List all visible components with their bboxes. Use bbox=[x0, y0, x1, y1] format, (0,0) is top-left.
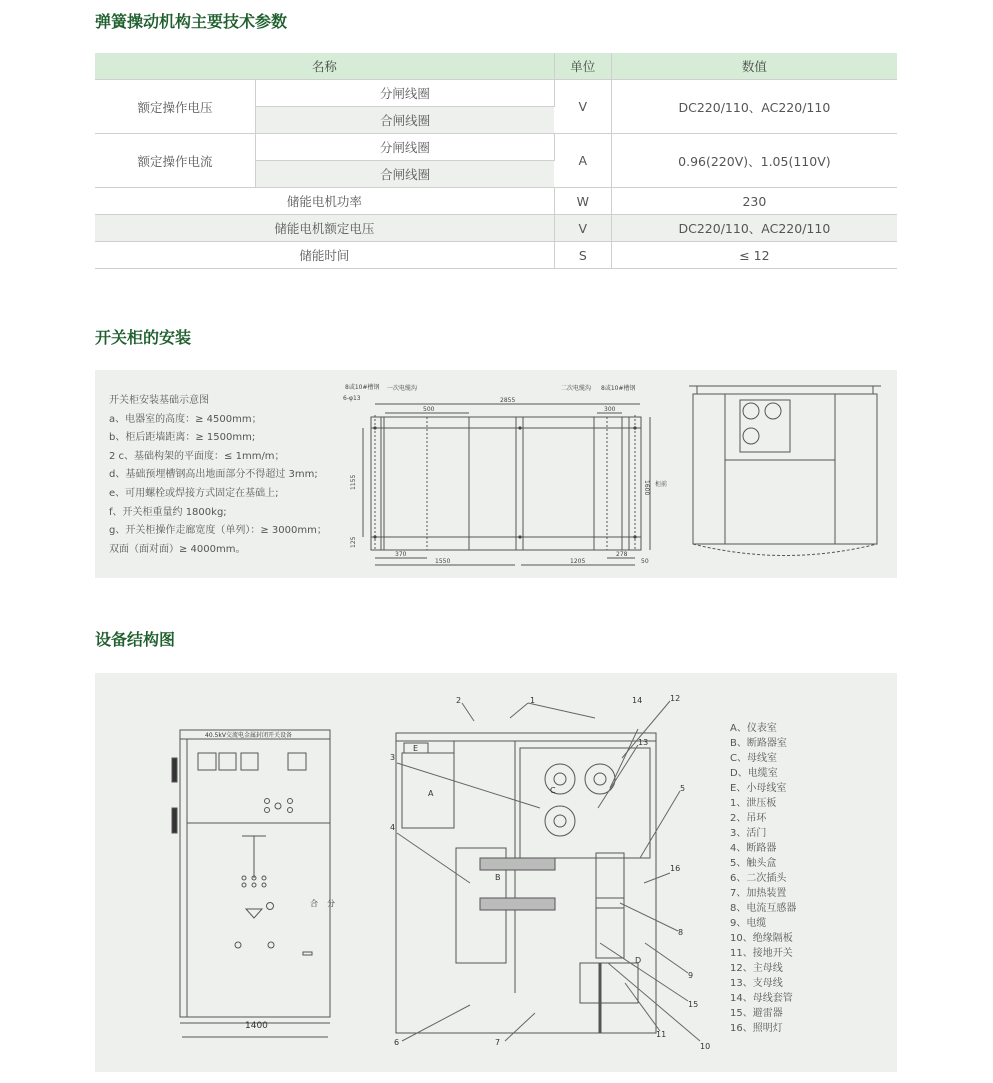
cell-unit: S bbox=[554, 242, 611, 269]
legend-item: 15、避雷器 bbox=[730, 1008, 783, 1019]
label-channel-steel-right: 8或10#槽钢 bbox=[601, 385, 636, 392]
dim-1550: 1550 bbox=[435, 558, 451, 565]
note-line: f、开关柜重量约 1800kg; bbox=[109, 506, 227, 518]
structure-legend bbox=[730, 721, 796, 1036]
legend-item: 9、电缆 bbox=[730, 918, 767, 929]
table-row bbox=[95, 242, 897, 269]
table-header-row bbox=[95, 53, 897, 80]
cabinet-top-view-drawing bbox=[685, 382, 885, 567]
legend-item: 1、泄压板 bbox=[730, 798, 777, 809]
install-panel bbox=[95, 370, 897, 578]
legend-item: 6、二次插头 bbox=[730, 873, 787, 884]
spec-section-title: 弹簧操动机构主要技术参数 bbox=[95, 12, 288, 31]
compartment-a: A bbox=[428, 789, 434, 798]
dim-500: 500 bbox=[423, 406, 435, 413]
cell-name: 额定操作电流 bbox=[95, 134, 256, 188]
callout-2: 2 bbox=[456, 696, 462, 705]
note-line: a、电器室的高度：≥ 4500mm； bbox=[109, 413, 262, 425]
dim-1600: 1600 bbox=[643, 480, 650, 496]
legend-item: 10、绝缘隔板 bbox=[730, 933, 793, 944]
dim-370: 370 bbox=[395, 551, 407, 558]
legend-item: B、断路器室 bbox=[730, 738, 787, 749]
install-section-title: 开关柜的安装 bbox=[95, 328, 192, 347]
label-channel-steel-left: 8或10#槽钢 bbox=[345, 384, 380, 391]
note-line: d、基础预埋槽钢高出地面部分不得超过 3mm; bbox=[109, 469, 318, 481]
legend-item: 2、吊环 bbox=[730, 813, 767, 824]
label-primary-trench: 一次电缆沟 bbox=[387, 385, 418, 392]
dim-125: 125 bbox=[350, 536, 357, 548]
compartment-b: B bbox=[495, 873, 501, 882]
legend-item: A、仪表室 bbox=[730, 723, 777, 734]
callout-10: 10 bbox=[700, 1042, 711, 1051]
width-dim: 1400 bbox=[245, 1021, 268, 1031]
table-row bbox=[95, 215, 897, 242]
note-line: b、柜后距墙距离：≥ 1500mm; bbox=[109, 432, 256, 444]
dim-1205: 1205 bbox=[570, 558, 586, 565]
foundation-plan-drawing bbox=[335, 380, 668, 575]
callout-15: 15 bbox=[688, 1000, 699, 1009]
structure-panel bbox=[95, 673, 897, 1072]
callout-9: 9 bbox=[688, 971, 694, 980]
cell-sub: 分闸线圈 bbox=[256, 134, 555, 161]
cell-name: 储能时间 bbox=[95, 242, 554, 269]
cabinet-front-view-drawing bbox=[150, 728, 350, 1048]
cell-value: ≤ 12 bbox=[611, 242, 897, 269]
callout-5: 5 bbox=[680, 784, 686, 793]
callout-14: 14 bbox=[632, 696, 643, 705]
note-line: 开关柜安装基础示意图 bbox=[109, 395, 209, 406]
compartment-d: D bbox=[635, 956, 642, 965]
dim-278: 278 bbox=[616, 551, 628, 558]
callout-12: 12 bbox=[670, 694, 681, 703]
structure-section-title: 设备结构图 bbox=[95, 630, 176, 649]
note-line: 2 c、基础构架的平面度：≤ 1mm/m； bbox=[109, 450, 285, 462]
spec-table bbox=[95, 53, 897, 269]
header-name: 名称 bbox=[95, 53, 554, 80]
header-value: 数值 bbox=[611, 53, 897, 80]
callout-3: 3 bbox=[390, 753, 396, 762]
legend-item: 4、断路器 bbox=[730, 843, 777, 854]
cell-name: 额定操作电压 bbox=[95, 80, 256, 134]
dim-2855: 2855 bbox=[500, 397, 516, 404]
compartment-e: E bbox=[413, 744, 419, 753]
label-secondary-trench: 二次电缆沟 bbox=[561, 385, 592, 392]
cell-value: 230 bbox=[611, 188, 897, 215]
cell-sub: 分闸线圈 bbox=[256, 80, 555, 107]
cell-unit: W bbox=[554, 188, 611, 215]
cell-unit: V bbox=[554, 215, 611, 242]
callout-8: 8 bbox=[678, 928, 684, 937]
legend-item: 7、加热装置 bbox=[730, 888, 787, 899]
legend-item: E、小母线室 bbox=[730, 783, 787, 794]
note-line: e、可用螺栓或焊接方式固定在基础上; bbox=[109, 487, 279, 499]
cell-sub: 合闸线圈 bbox=[256, 161, 555, 188]
cell-unit: V bbox=[554, 80, 611, 134]
callout-1: 1 bbox=[530, 696, 536, 705]
cell-value: 0.96(220V)、1.05(110V) bbox=[611, 134, 897, 188]
callout-16: 16 bbox=[670, 864, 681, 873]
legend-item: 11、接地开关 bbox=[730, 948, 793, 959]
legend-item: C、母线室 bbox=[730, 753, 777, 764]
legend-item: D、电缆室 bbox=[730, 768, 778, 779]
nameplate-text: 40.5kV交流电金属封闭开关设备 bbox=[205, 732, 292, 739]
legend-item: 13、支母线 bbox=[730, 978, 783, 989]
label-holes: 6-φ13 bbox=[343, 395, 361, 402]
table-row bbox=[95, 134, 897, 161]
legend-item: 3、活门 bbox=[730, 828, 767, 839]
cell-unit: A bbox=[554, 134, 611, 188]
legend-item: 14、母线套管 bbox=[730, 993, 793, 1004]
legend-item: 8、电流互感器 bbox=[730, 903, 797, 914]
install-notes bbox=[109, 392, 327, 559]
compartment-c: C bbox=[550, 786, 556, 795]
dim-300: 300 bbox=[604, 406, 616, 413]
cabinet-section-drawing bbox=[360, 693, 720, 1058]
callout-11: 11 bbox=[656, 1030, 667, 1039]
label-front: 柜前 bbox=[655, 481, 668, 488]
callout-6: 6 bbox=[394, 1038, 400, 1047]
cell-value: DC220/110、AC220/110 bbox=[611, 80, 897, 134]
table-row bbox=[95, 188, 897, 215]
callout-7: 7 bbox=[495, 1038, 501, 1047]
dim-1155: 1155 bbox=[350, 474, 357, 490]
open-label: 分 bbox=[327, 899, 335, 908]
legend-item: 16、照明灯 bbox=[730, 1023, 783, 1034]
legend-item: 12、主母线 bbox=[730, 963, 783, 974]
close-label: 合 bbox=[310, 899, 318, 908]
dim-50: 50 bbox=[641, 558, 649, 565]
cell-name: 储能电机额定电压 bbox=[95, 215, 554, 242]
header-unit: 单位 bbox=[554, 53, 611, 80]
callout-4: 4 bbox=[390, 823, 396, 832]
legend-item: 5、触头盒 bbox=[730, 858, 777, 869]
table-row bbox=[95, 80, 897, 107]
note-line: 双面（面对面）≥ 4000mm。 bbox=[109, 543, 246, 555]
note-line: g、开关柜操作走廊宽度（单列）：≥ 3000mm； bbox=[109, 525, 327, 537]
cell-sub: 合闸线圈 bbox=[256, 107, 555, 134]
callout-13: 13 bbox=[638, 738, 649, 747]
cell-name: 储能电机功率 bbox=[95, 188, 554, 215]
cell-value: DC220/110、AC220/110 bbox=[611, 215, 897, 242]
